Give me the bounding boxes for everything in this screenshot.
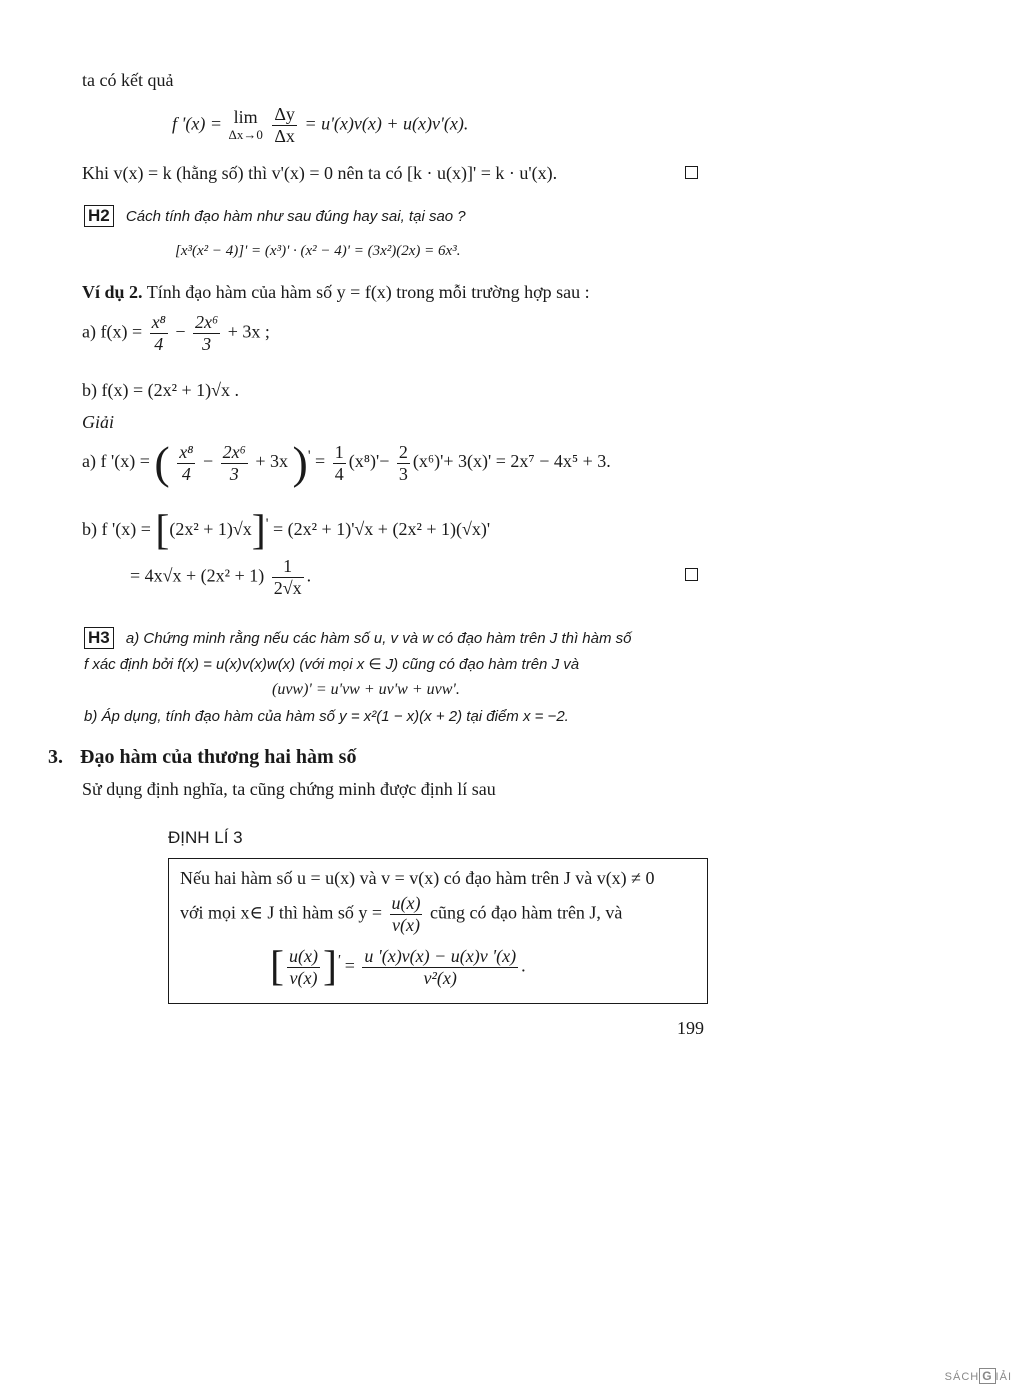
minus-sign: −	[202, 451, 214, 472]
theorem3-heading: ĐỊNH LÍ 3	[168, 828, 243, 847]
fraction-denominator: 3	[193, 333, 220, 355]
right-bracket: ]	[251, 508, 266, 554]
khi-line: Khi v(x) = k (hằng số) thì v'(x) = 0 nên ta có [k · u(x)]' = k · u'(x).	[82, 163, 558, 183]
theorem3-formula	[270, 944, 526, 991]
fraction-numerator: x⁸	[179, 441, 194, 462]
sol-b2-left: = 4x√x + (2x² + 1)	[130, 565, 265, 586]
h2-question: Cách tính đạo hàm như sau đúng hay sai, tại sao ?	[125, 208, 466, 225]
h2-badge: H2	[84, 205, 114, 227]
theorem3-line1: Nếu hai hàm số u = u(x) và v = v(x) có đạo hàm trên J và v(x) ≠ 0	[180, 868, 655, 888]
fraction-denominator: 2√x	[273, 577, 302, 598]
formula-main-fraction	[362, 946, 518, 988]
sol-a-fraction-two-thirds	[397, 442, 410, 484]
example2-part-a	[82, 312, 270, 354]
left-paren: (	[154, 437, 170, 488]
fraction-denominator: Δx	[274, 125, 295, 146]
equals-sign: =	[344, 955, 355, 976]
lim-subscript: Δx→0	[228, 126, 263, 142]
sol-a-fraction-2	[221, 442, 248, 484]
lim-text: lim	[233, 107, 258, 128]
watermark-mid: G	[979, 1368, 995, 1384]
prime-mark: '	[265, 516, 269, 533]
prime-mark: '	[336, 952, 341, 969]
fraction-numerator: 1	[334, 441, 344, 462]
fraction-numerator: 2	[398, 441, 408, 462]
fraction-numerator: 2x⁶	[222, 441, 246, 462]
qed-square-icon	[685, 166, 698, 179]
sol-a-mid-2: (x⁶)'+ 3(x)' = 2x⁷ − 4x⁵ + 3.	[412, 451, 611, 472]
fraction-denominator: 3	[398, 463, 408, 484]
solution-b-line2	[130, 556, 311, 598]
sol-b2-fraction	[272, 556, 304, 598]
eq-lhs: f '(x) =	[172, 113, 222, 134]
fraction-denominator: 4	[334, 463, 344, 484]
sol-b-rest: = (2x² + 1)'√x + (2x² + 1)(√x)'	[273, 519, 491, 540]
part-a-fraction-1	[150, 312, 168, 354]
fraction-denominator: v(x)	[287, 967, 320, 989]
fraction-numerator: 2x⁶	[195, 312, 219, 332]
h3-line4: b) Áp dụng, tính đạo hàm của hàm số y = x²(1 − x)(x + 2) tại điểm x = −2.	[84, 708, 569, 725]
theorem3-line2-pre: với mọi x∈ J thì hàm số y =	[180, 902, 382, 923]
qed-square-icon	[685, 568, 698, 581]
giai-heading: Giải	[82, 412, 115, 432]
h3-line2: f xác định bởi f(x) = u(x)v(x)w(x) (với mọi x ∈ J) cũng có đạo hàm trên J và	[84, 656, 580, 673]
eq-rhs: = u'(x)v(x) + u(x)v'(x).	[304, 113, 469, 134]
example2-title	[82, 282, 590, 303]
fraction-denominator: 4	[177, 463, 195, 485]
solution-b-line1	[82, 510, 490, 552]
fraction-numerator: Δy	[274, 104, 295, 124]
theorem3-line2-post: cũng có đạo hàm trên J, và	[429, 902, 623, 923]
fraction-numerator: 1	[283, 556, 293, 576]
sol-a-fraction-1	[177, 442, 195, 484]
watermark-left: SÁCH	[944, 1371, 980, 1383]
fraction-numerator: u '(x)v(x) − u(x)v '(x)	[364, 946, 517, 966]
right-paren: )	[292, 437, 308, 488]
h3-line1: a) Chứng minh rằng nếu các hàm số u, v và w có đạo hàm trên J thì hàm số	[125, 630, 632, 647]
left-bracket: [	[270, 944, 284, 991]
watermark-logo	[945, 1368, 1012, 1384]
fraction-denominator: 4	[150, 333, 168, 355]
sol-a-fraction-quarter	[333, 442, 346, 484]
example2-label: Ví dụ 2.	[82, 282, 143, 302]
sol-b-prefix: b) f '(x) =	[82, 519, 151, 540]
right-bracket: ]	[322, 944, 337, 991]
h2-formula: [x³(x² − 4)]' = (x³)' · (x² − 4)' = (3x²)(2x) = 6x³.	[175, 243, 461, 259]
part-a-suffix: + 3x ;	[227, 321, 270, 342]
h2-question-row	[84, 205, 466, 227]
example2-text: Tính đạo hàm của hàm số y = f(x) trong mỗi trường hợp sau :	[146, 282, 590, 302]
theorem3-line2	[180, 893, 622, 935]
period: .	[306, 565, 312, 586]
fraction-denominator: 3	[221, 463, 248, 485]
lim-operator	[228, 108, 262, 142]
page-number: 199	[677, 1018, 704, 1038]
theorem3-line2-fraction	[390, 893, 423, 935]
sol-a-prefix: a) f '(x) =	[82, 451, 150, 472]
fraction-numerator: u(x)	[391, 893, 421, 913]
sol-a-mid-1: (x⁸)'−	[348, 451, 390, 472]
intro-text: ta có kết quả	[82, 70, 174, 90]
example2-part-b: b) f(x) = (2x² + 1)√x .	[82, 380, 240, 400]
fraction-denominator: v(x)	[390, 914, 423, 936]
section3-text: Sử dụng định nghĩa, ta cũng chứng minh được định lí sau	[82, 779, 496, 799]
fraction-numerator: x⁸	[151, 312, 166, 332]
formula-inner-fraction	[287, 946, 320, 988]
sol-b-inner: (2x² + 1)√x	[169, 519, 252, 540]
watermark-right: IẢI	[995, 1371, 1012, 1383]
left-bracket: [	[155, 508, 170, 554]
section-title: Đạo hàm của thương hai hàm số	[80, 746, 357, 768]
part-a-fraction-2	[193, 312, 220, 354]
period: .	[521, 955, 526, 976]
limit-equation	[172, 104, 468, 146]
h3-line1-row	[84, 627, 632, 649]
sol-a-inner-tail: + 3x	[255, 451, 289, 472]
prime-mark: '	[307, 448, 311, 465]
solution-a	[82, 437, 611, 488]
h3-badge: H3	[84, 627, 114, 649]
fraction-denominator: v²(x)	[362, 967, 518, 989]
fraction-numerator: u(x)	[289, 946, 318, 966]
part-a-prefix: a) f(x) =	[82, 321, 143, 342]
equals-sign: =	[315, 451, 326, 472]
delta-fraction	[272, 104, 297, 146]
h3-line3: (uvw)' = u'vw + uv'w + uvw'.	[272, 681, 460, 698]
section-number: 3.	[48, 746, 63, 768]
minus-sign: −	[175, 321, 186, 342]
section3-heading	[48, 746, 356, 769]
